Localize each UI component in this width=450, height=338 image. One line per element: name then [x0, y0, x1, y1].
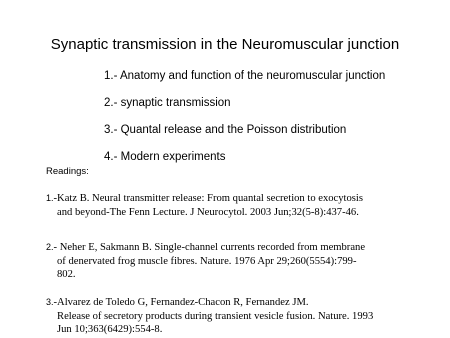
reference-line: 802.: [57, 269, 76, 281]
reference-line: Release of secretory products during transient vesicle fusion. Nature. 1993: [57, 310, 374, 322]
reference-number: 2.: [46, 242, 54, 252]
reference-line: [46, 241, 365, 255]
reference-number: 3.: [46, 297, 54, 307]
outline-item-quantal-release: 3.- Quantal release and the Poisson distribution: [104, 124, 347, 136]
reference-text: -Katz B. Neural transmitter release: From quantal secretion to exocytosis: [53, 193, 363, 204]
reference-neher-sakmann: [46, 241, 365, 282]
reference-text: - Neher E, Sakmann B. Single-channel currents recorded from membrane: [53, 242, 366, 253]
reference-text: -Alvarez de Toledo G, Fernandez-Chacon R, Fernandez JM.: [53, 297, 309, 308]
slide-title: Synaptic transmission in the Neuromuscular junction: [50, 36, 400, 53]
topic-outline: [104, 67, 385, 175]
readings-heading: Readings:: [46, 166, 89, 177]
reference-number: 1.: [46, 193, 54, 203]
reference-line: [46, 296, 373, 310]
reference-katz: [46, 192, 363, 219]
reference-line: Jun 10;363(6429):554-8.: [57, 324, 163, 336]
outline-item-modern-experiments: 4.- Modern experiments: [104, 151, 226, 163]
reference-alvarez-de-toledo: [46, 296, 373, 337]
outline-item-anatomy: 1.- Anatomy and function of the neuromuscular junction: [104, 70, 386, 82]
reference-line: [46, 192, 363, 206]
outline-item-synaptic-transmission: 2.- synaptic transmission: [104, 97, 231, 109]
reference-line: of denervated frog muscle fibres. Nature. 1976 Apr 29;260(5554):799-: [57, 255, 357, 267]
reference-line: and beyond-The Fenn Lecture. J Neurocytol. 2003 Jun;32(5-8):437-46.: [57, 206, 359, 218]
